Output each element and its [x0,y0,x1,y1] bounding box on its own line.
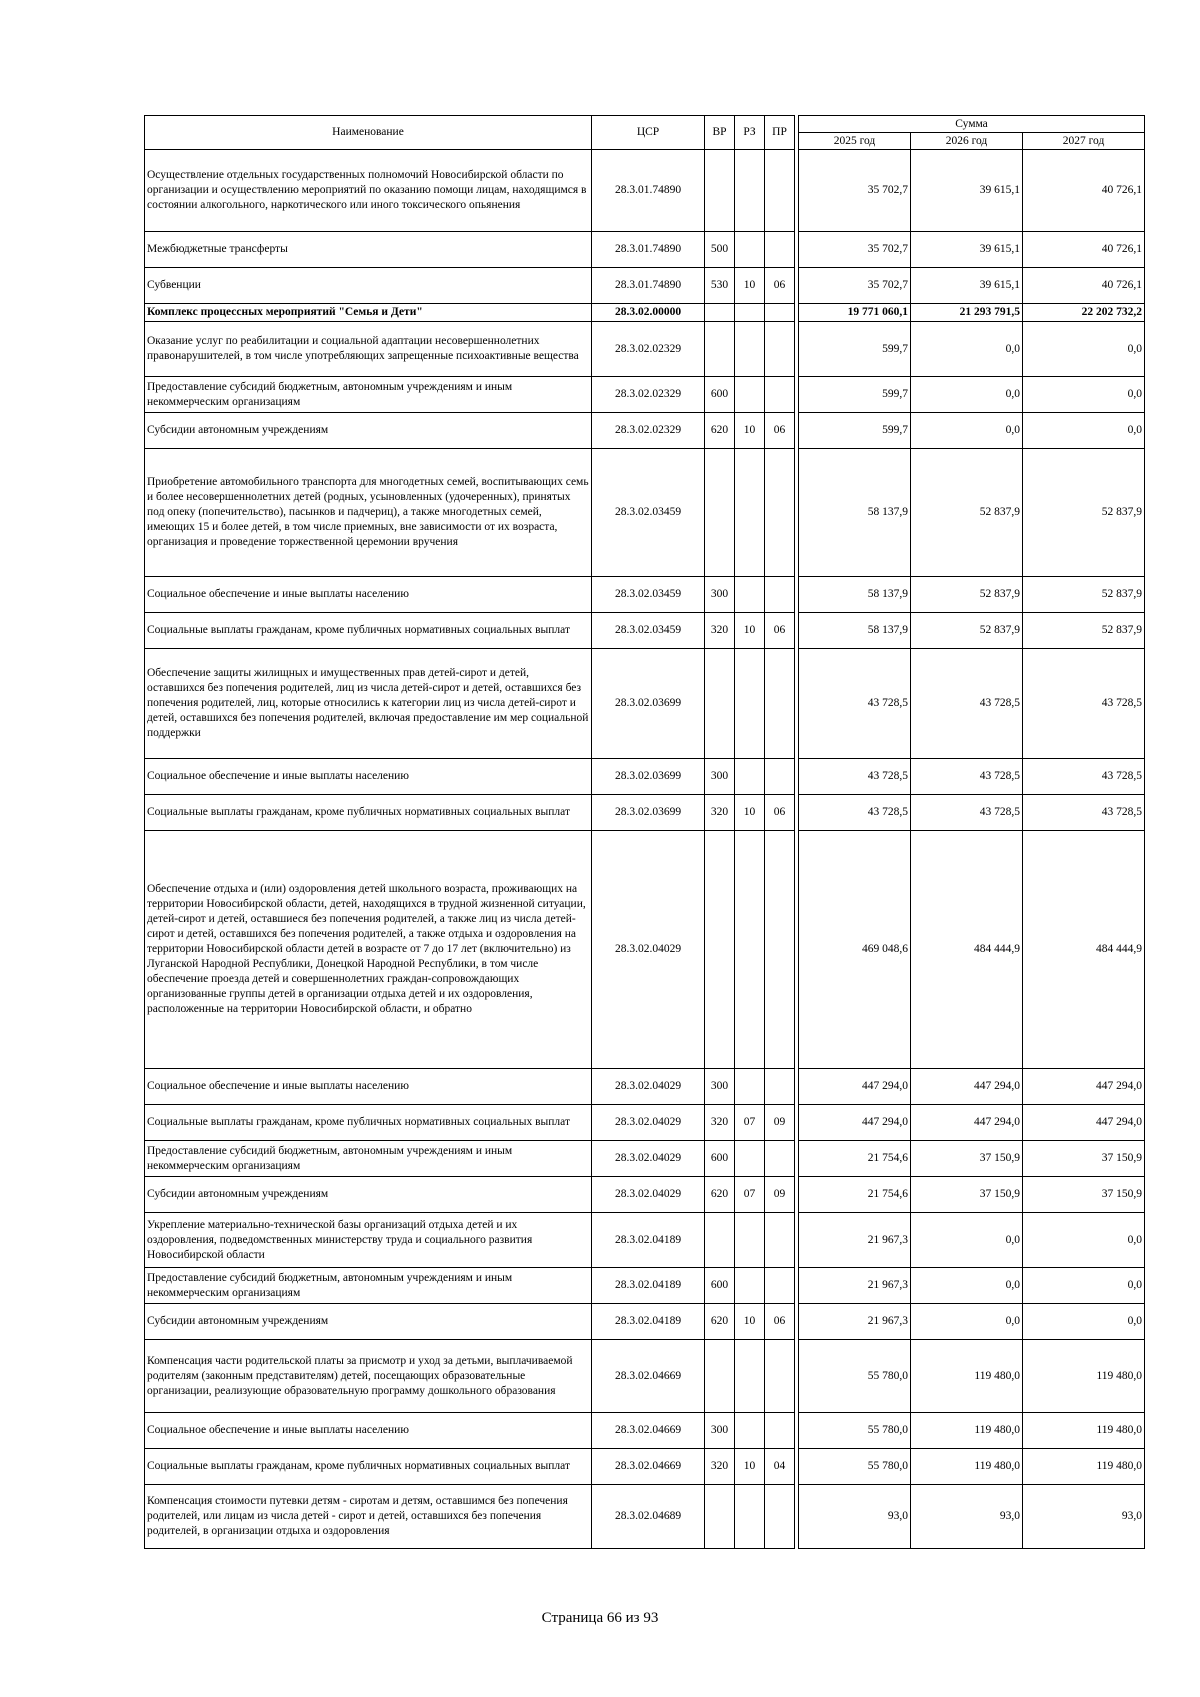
row-sum-2025: 58 137,9 [799,449,911,577]
budget-table [144,115,1145,1549]
row-pr [765,150,795,232]
row-name: Социальные выплаты гражданам, кроме публичных нормативных социальных выплат [145,1105,592,1141]
row-sum-2025: 58 137,9 [799,613,911,649]
row-csr: 28.3.02.04189 [592,1213,705,1268]
row-pr: 06 [765,1304,795,1340]
row-sum-2025: 447 294,0 [799,1069,911,1105]
row-sum-2027: 447 294,0 [1023,1105,1145,1141]
row-csr: 28.3.02.00000 [592,304,705,322]
row-sum-2026: 119 480,0 [911,1413,1023,1449]
row-rz [735,1213,765,1268]
table-row [145,1213,1145,1268]
table-row [145,759,1145,795]
row-rz: 10 [735,413,765,449]
row-rz: 10 [735,613,765,649]
table-row [145,1177,1145,1213]
row-sum-2025: 35 702,7 [799,232,911,268]
row-vr: 320 [705,1105,735,1141]
header-vr: ВР [705,116,735,150]
row-sum-2027: 119 480,0 [1023,1413,1145,1449]
table-row [145,1304,1145,1340]
row-rz: 10 [735,268,765,304]
row-sum-2025: 58 137,9 [799,577,911,613]
row-name: Социальное обеспечение и иные выплаты населению [145,1069,592,1105]
row-sum-2026: 52 837,9 [911,613,1023,649]
row-rz: 07 [735,1177,765,1213]
row-name: Оказание услуг по реабилитации и социальной адаптации несовершеннолетних правонарушителей, в том числе употребляющих запрещенные психоактивные вещества [145,322,592,377]
row-pr [765,1141,795,1177]
row-sum-2027: 52 837,9 [1023,449,1145,577]
table-row [145,413,1145,449]
row-sum-2026: 39 615,1 [911,150,1023,232]
row-sum-2025: 21 967,3 [799,1304,911,1340]
row-sum-2025: 19 771 060,1 [799,304,911,322]
row-csr: 28.3.01.74890 [592,232,705,268]
row-rz: 10 [735,795,765,831]
row-sum-2027: 43 728,5 [1023,759,1145,795]
row-name: Обеспечение защиты жилищных и имущественных прав детей-сирот и детей, оставшихся без попечения родителей, лиц из числа детей-сирот и детей, оставшихся без попечения родителей, лиц, которые относились к категории лиц из числа детей-сирот и детей, оставшихся без попечения родителей, включая предоставление им мер социальной поддержки [145,649,592,759]
header-name: Наименование [145,116,592,150]
table-row [145,268,1145,304]
row-sum-2027: 52 837,9 [1023,613,1145,649]
table-row [145,613,1145,649]
row-csr: 28.3.02.04029 [592,1105,705,1141]
row-vr: 600 [705,1268,735,1304]
row-sum-2027: 0,0 [1023,1304,1145,1340]
row-pr [765,322,795,377]
row-rz [735,759,765,795]
row-rz [735,1340,765,1413]
row-sum-2027: 37 150,9 [1023,1141,1145,1177]
row-vr [705,322,735,377]
table-row [145,449,1145,577]
row-pr [765,377,795,413]
row-name: Укрепление материально-технической базы организаций отдыха детей и их оздоровления, подведомственных министерству труда и социального развития Новосибирской области [145,1213,592,1268]
row-rz [735,232,765,268]
header-pr: ПР [765,116,795,150]
table-row [145,1340,1145,1413]
row-pr [765,577,795,613]
row-csr: 28.3.02.04189 [592,1304,705,1340]
table-row [145,304,1145,322]
row-rz [735,577,765,613]
table-row [145,1141,1145,1177]
row-sum-2026: 39 615,1 [911,268,1023,304]
row-csr: 28.3.02.03459 [592,449,705,577]
row-sum-2027: 93,0 [1023,1485,1145,1549]
row-sum-2025: 21 754,6 [799,1177,911,1213]
row-sum-2025: 21 754,6 [799,1141,911,1177]
table-row [145,649,1145,759]
row-sum-2025: 21 967,3 [799,1268,911,1304]
table-row [145,150,1145,232]
row-vr: 620 [705,1177,735,1213]
row-vr: 600 [705,1141,735,1177]
row-sum-2025: 43 728,5 [799,795,911,831]
row-rz [735,1141,765,1177]
row-sum-2027: 37 150,9 [1023,1177,1145,1213]
row-name: Социальное обеспечение и иные выплаты населению [145,577,592,613]
row-vr: 320 [705,795,735,831]
row-sum-2025: 55 780,0 [799,1340,911,1413]
table-row [145,831,1145,1069]
header-year-2027: 2027 год [1023,133,1145,150]
row-csr: 28.3.02.04189 [592,1268,705,1304]
row-sum-2025: 55 780,0 [799,1449,911,1485]
row-sum-2027: 22 202 732,2 [1023,304,1145,322]
row-pr: 06 [765,613,795,649]
row-csr: 28.3.02.03699 [592,759,705,795]
row-sum-2025: 21 967,3 [799,1213,911,1268]
row-sum-2027: 43 728,5 [1023,649,1145,759]
row-csr: 28.3.02.03459 [592,613,705,649]
row-csr: 28.3.02.02329 [592,377,705,413]
row-vr: 620 [705,413,735,449]
row-sum-2026: 52 837,9 [911,449,1023,577]
row-pr [765,831,795,1069]
row-vr [705,1213,735,1268]
table-row [145,1449,1145,1485]
row-sum-2027: 119 480,0 [1023,1449,1145,1485]
row-sum-2025: 93,0 [799,1485,911,1549]
row-rz [735,1485,765,1549]
header-csr: ЦСР [592,116,705,150]
row-sum-2026: 93,0 [911,1485,1023,1549]
header-year-2026: 2026 год [911,133,1023,150]
row-vr [705,649,735,759]
row-sum-2025: 447 294,0 [799,1105,911,1141]
table-row [145,577,1145,613]
row-pr [765,1268,795,1304]
row-vr [705,304,735,322]
row-rz [735,322,765,377]
row-vr [705,1340,735,1413]
row-sum-2026: 0,0 [911,1268,1023,1304]
row-pr [765,232,795,268]
row-csr: 28.3.02.02329 [592,322,705,377]
table-row [145,1268,1145,1304]
row-csr: 28.3.02.04029 [592,1177,705,1213]
row-pr [765,1213,795,1268]
row-vr: 300 [705,759,735,795]
row-pr [765,1413,795,1449]
row-sum-2026: 39 615,1 [911,232,1023,268]
row-csr: 28.3.02.04689 [592,1485,705,1549]
row-pr [765,649,795,759]
row-sum-2027: 0,0 [1023,1268,1145,1304]
row-sum-2026: 119 480,0 [911,1449,1023,1485]
row-sum-2026: 447 294,0 [911,1069,1023,1105]
row-name: Предоставление субсидий бюджетным, автономным учреждениям и иным некоммерческим организациям [145,1268,592,1304]
row-name: Межбюджетные трансферты [145,232,592,268]
row-sum-2026: 0,0 [911,322,1023,377]
row-sum-2026: 37 150,9 [911,1177,1023,1213]
row-sum-2025: 43 728,5 [799,649,911,759]
row-vr [705,1485,735,1549]
row-rz [735,150,765,232]
row-csr: 28.3.02.04669 [592,1340,705,1413]
row-name: Обеспечение отдыха и (или) оздоровления детей школьного возраста, проживающих на территории Новосибирской области, детей, находящихся в трудной жизненной ситуации, детей-сирот и детей, оставшиеся без попечения родителей, а также лиц из числа детей-сирот и детей, оставшихся без попечения родителей, а также отдыха и оздоровления на территории Новосибирской области детей в возрасте от 7 до 17 лет (включительно) из Луганской Народной Республики, Донецкой Народной Республики, в том числе обеспечение проезда детей и совершеннолетних граждан-сопровождающих организованные группы детей в организации отдыха детей и их оздоровления, расположенные на территории Новосибирской области, и обратно [145,831,592,1069]
row-vr [705,449,735,577]
row-sum-2027: 0,0 [1023,322,1145,377]
table-row [145,1105,1145,1141]
row-sum-2026: 37 150,9 [911,1141,1023,1177]
row-pr [765,1069,795,1105]
row-rz: 10 [735,1449,765,1485]
row-name: Предоставление субсидий бюджетным, автономным учреждениям и иным некоммерческим организациям [145,377,592,413]
row-pr [765,759,795,795]
row-sum-2027: 447 294,0 [1023,1069,1145,1105]
row-pr [765,1485,795,1549]
row-sum-2026: 119 480,0 [911,1340,1023,1413]
row-name: Осуществление отдельных государственных полномочий Новосибирской области по организации и осуществлению мероприятий по оказанию помощи лицам, находящимся в состоянии алкогольного, наркотического или иного токсического опьянения [145,150,592,232]
row-sum-2026: 447 294,0 [911,1105,1023,1141]
row-name: Субсидии автономным учреждениям [145,1177,592,1213]
header-year-2025: 2025 год [799,133,911,150]
row-sum-2027: 0,0 [1023,1213,1145,1268]
row-name: Компенсация части родительской платы за присмотр и уход за детьми, выплачиваемой родителям (законным представителям) детей, посещающих образовательные организации, реализующие образовательную программу дошкольного образования [145,1340,592,1413]
row-csr: 28.3.02.04029 [592,831,705,1069]
row-pr [765,1340,795,1413]
row-name: Субсидии автономным учреждениям [145,413,592,449]
header-rz: РЗ [735,116,765,150]
row-rz [735,1069,765,1105]
row-sum-2025: 55 780,0 [799,1413,911,1449]
row-sum-2025: 469 048,6 [799,831,911,1069]
row-pr: 06 [765,795,795,831]
table-header-row [145,116,1145,133]
row-rz [735,1268,765,1304]
row-sum-2026: 43 728,5 [911,759,1023,795]
row-csr: 28.3.02.04029 [592,1141,705,1177]
row-csr: 28.3.02.02329 [592,413,705,449]
row-vr: 320 [705,613,735,649]
row-sum-2026: 0,0 [911,1304,1023,1340]
table-row [145,795,1145,831]
row-sum-2026: 484 444,9 [911,831,1023,1069]
row-sum-2026: 43 728,5 [911,649,1023,759]
row-sum-2025: 35 702,7 [799,268,911,304]
row-csr: 28.3.01.74890 [592,150,705,232]
row-sum-2027: 0,0 [1023,377,1145,413]
table-row [145,1069,1145,1105]
row-vr: 600 [705,377,735,413]
row-rz [735,449,765,577]
row-csr: 28.3.02.03699 [592,649,705,759]
row-name: Компенсация стоимости путевки детям - сиротам и детям, оставшимся без попечения родителей, или лицам из числа детей - сирот и детей, оставшихся без попечения родителей, в организации отдыха и оздоровления [145,1485,592,1549]
row-rz [735,649,765,759]
row-sum-2025: 43 728,5 [799,759,911,795]
row-pr: 09 [765,1177,795,1213]
row-vr: 620 [705,1304,735,1340]
row-csr: 28.3.02.04669 [592,1413,705,1449]
table-row [145,1485,1145,1549]
row-name: Комплекс процессных мероприятий "Семья и Дети" [145,304,592,322]
row-sum-2027: 40 726,1 [1023,150,1145,232]
row-pr [765,449,795,577]
row-name: Социальное обеспечение и иные выплаты населению [145,1413,592,1449]
row-vr [705,831,735,1069]
row-csr: 28.3.02.04029 [592,1069,705,1105]
row-csr: 28.3.01.74890 [592,268,705,304]
row-csr: 28.3.02.04669 [592,1449,705,1485]
row-sum-2026: 0,0 [911,1213,1023,1268]
row-vr: 300 [705,1069,735,1105]
row-rz [735,377,765,413]
row-rz: 10 [735,1304,765,1340]
row-rz [735,831,765,1069]
row-name: Субвенции [145,268,592,304]
row-sum-2027: 119 480,0 [1023,1340,1145,1413]
row-vr: 320 [705,1449,735,1485]
row-vr: 530 [705,268,735,304]
row-sum-2026: 21 293 791,5 [911,304,1023,322]
row-name: Приобретение автомобильного транспорта для многодетных семей, воспитывающих семь и более несовершеннолетних детей (родных, усыновленных (удочеренных), принятых под опеку (попечительство), пасынков и падчериц), а также многодетных семей, имеющих 15 и более детей, в том числе приемных, вне зависимости от их возраста, организация и проведение торжественной церемонии вручения [145,449,592,577]
row-sum-2025: 599,7 [799,322,911,377]
row-pr: 06 [765,268,795,304]
row-pr [765,304,795,322]
row-rz [735,1413,765,1449]
row-sum-2027: 43 728,5 [1023,795,1145,831]
row-name: Социальные выплаты гражданам, кроме публичных нормативных социальных выплат [145,613,592,649]
table-row [145,377,1145,413]
row-pr: 06 [765,413,795,449]
row-sum-2026: 43 728,5 [911,795,1023,831]
row-sum-2027: 40 726,1 [1023,232,1145,268]
table-row [145,1413,1145,1449]
row-sum-2026: 0,0 [911,377,1023,413]
row-csr: 28.3.02.03699 [592,795,705,831]
row-vr: 300 [705,1413,735,1449]
row-sum-2027: 0,0 [1023,413,1145,449]
row-sum-2025: 599,7 [799,413,911,449]
row-name: Субсидии автономным учреждениям [145,1304,592,1340]
row-sum-2027: 40 726,1 [1023,268,1145,304]
row-rz: 07 [735,1105,765,1141]
row-name: Социальное обеспечение и иные выплаты населению [145,759,592,795]
row-name: Социальные выплаты гражданам, кроме публичных нормативных социальных выплат [145,1449,592,1485]
row-sum-2027: 52 837,9 [1023,577,1145,613]
budget-document [144,115,1144,1549]
row-sum-2027: 484 444,9 [1023,831,1145,1069]
row-rz [735,304,765,322]
row-name: Предоставление субсидий бюджетным, автономным учреждениям и иным некоммерческим организациям [145,1141,592,1177]
row-pr: 09 [765,1105,795,1141]
row-sum-2025: 599,7 [799,377,911,413]
row-name: Социальные выплаты гражданам, кроме публичных нормативных социальных выплат [145,795,592,831]
row-vr: 500 [705,232,735,268]
table-row [145,232,1145,268]
header-sum: Сумма [799,116,1145,133]
row-sum-2026: 52 837,9 [911,577,1023,613]
row-sum-2025: 35 702,7 [799,150,911,232]
row-pr: 04 [765,1449,795,1485]
row-csr: 28.3.02.03459 [592,577,705,613]
row-vr: 300 [705,577,735,613]
page-footer: Страница 66 из 93 [541,1610,659,1626]
row-vr [705,150,735,232]
row-sum-2026: 0,0 [911,413,1023,449]
table-row [145,322,1145,377]
